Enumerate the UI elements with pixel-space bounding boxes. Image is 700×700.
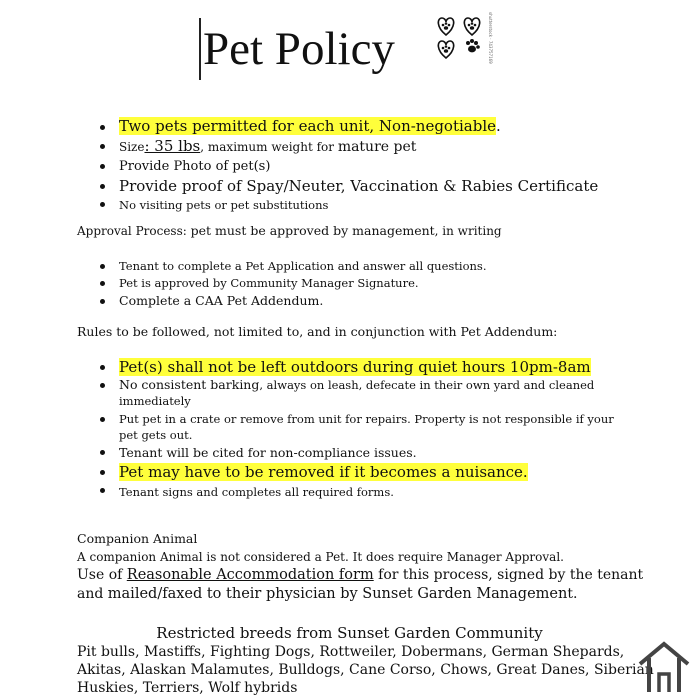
stock-credit-text: shutterstock · 743757169 [488, 12, 493, 64]
rules-item-quiet-hours [100, 357, 620, 377]
approval-heading [77, 223, 502, 239]
title-cursor-bar [199, 18, 201, 80]
approval-list [100, 258, 620, 309]
reasonable-accommodation-link[interactable]: Reasonable Accommodation form [126, 567, 374, 583]
companion-line-3 [77, 585, 577, 604]
companion-line-3a: and [77, 586, 108, 602]
policy-list [100, 117, 620, 215]
companion-line-1 [77, 549, 564, 565]
companion-line-1c: require Manager Approval. [394, 550, 564, 564]
policy-item-pets: Two pets permitted for each unit, Non-negotiable. [100, 117, 620, 136]
companion-line-1a: A companion Animal is not considered a Pet. It [77, 550, 367, 564]
size-value: : 35 lbs [144, 137, 201, 155]
companion-line-1b: does [366, 550, 395, 564]
policy-item-visiting: No visiting pets or pet substitutions [100, 196, 620, 215]
restricted-line-1: Pit bulls, Mastiffs, Fighting Dogs, Rottweiler, Dobermans, German Shepards, [77, 644, 625, 660]
approval-mid: pet must be approved by management [190, 223, 435, 238]
rules-item-nuisance [100, 462, 620, 482]
approval-item-addendum: Complete a CAA Pet Addendum. [100, 292, 620, 309]
page-title: Pet Policy [203, 23, 395, 75]
barking-text: , always on leash, defecate in their own yard and cleaned immediately [119, 378, 595, 408]
rules-item-nuisance-text: Pet may have to be removed if it becomes a nuisance. [119, 463, 528, 481]
size-post: mature pet [337, 139, 417, 155]
approval-label: Approval Process: [77, 224, 187, 238]
paw-hearts-icon [434, 14, 486, 62]
rules-heading: Rules to be followed, not limited to, and in conjunction with Pet Addendum: [77, 324, 558, 339]
companion-line-2 [77, 566, 643, 585]
companion-line-2a: Use of [77, 567, 127, 583]
policy-item-proof: Provide proof of Spay/Neuter, Vaccination & Rabies Certificate [100, 176, 620, 196]
companion-line-2b: for this process, signed by the tenant [373, 567, 644, 583]
rules-item-quiet-hours-text: Pet(s) shall not be left outdoors during quiet hours 10pm-8am [119, 358, 591, 376]
restricted-line-3: Huskies, Terriers, Wolf hybrids [77, 680, 298, 696]
house-icon [636, 638, 692, 694]
rules-item-forms: Tenant signs and completes all required forms. [100, 482, 620, 502]
policy-item-pets-text: Two pets permitted for each unit, Non-negotiable [119, 117, 497, 135]
approval-item-application: Tenant to complete a Pet Application and answer all questions. [100, 258, 620, 275]
approval-item-signature: Pet is approved by Community Manager Signature. [100, 275, 620, 292]
restricted-heading: Restricted breeds from Sunset Garden Community [156, 624, 543, 642]
rules-list [100, 357, 620, 502]
approval-tail: , in writing [434, 224, 502, 238]
size-mid: , maximum weight for [200, 140, 338, 154]
stock-credit [488, 12, 496, 64]
rules-item-barking [100, 377, 620, 409]
rules-item-cited: Tenant will be cited for non-compliance issues. [100, 443, 620, 462]
size-label: Size [119, 140, 145, 154]
rules-item-crate: Put pet in a crate or remove from unit for repairs. Property is not responsible if your pet gets out. [100, 411, 620, 443]
restricted-line-2: Akitas, Alaskan Malamutes, Bulldogs, Cane Corso, Chows, Great Danes, Siberian [77, 662, 654, 678]
companion-line-3b: mailed/faxed to their physician by Sunset Garden Managemen [107, 586, 568, 602]
policy-item-photo: Provide Photo of pet(s) [100, 157, 620, 176]
companion-line-3c: t. [567, 586, 578, 602]
policy-item-size [100, 137, 620, 157]
companion-heading: Companion Animal [77, 531, 198, 546]
barking-bold: No consistent barking [119, 377, 260, 392]
